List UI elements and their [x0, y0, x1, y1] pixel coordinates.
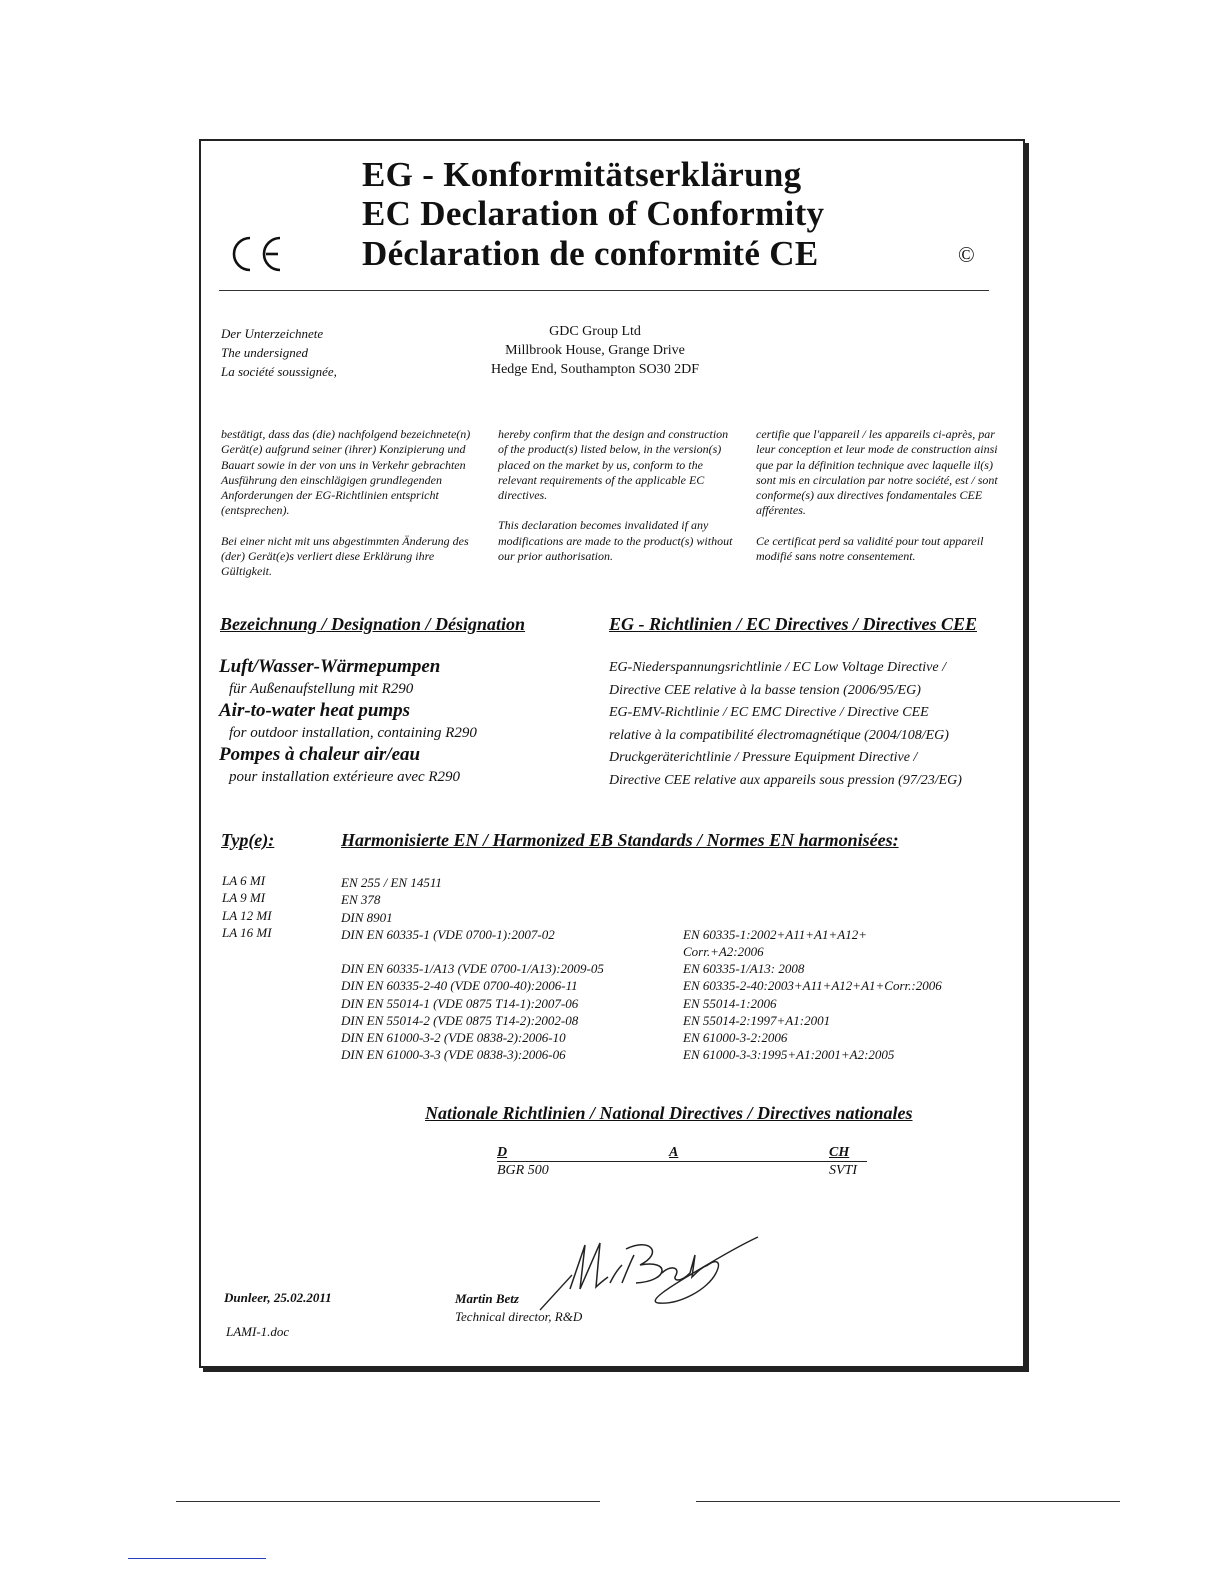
type-item: LA 16 MI	[222, 924, 272, 940]
ce-mark-icon	[228, 232, 286, 276]
signer-title: Technical director, R&D	[455, 1309, 583, 1324]
national-country: CH	[829, 1145, 850, 1160]
product-sub-de: für Außenaufstellung mit R290	[229, 681, 414, 697]
standard-item: EN 60335-1:2002+A11+A1+A12+	[683, 927, 867, 942]
undersigned-labels	[221, 324, 337, 381]
footer-rule-left	[176, 1501, 600, 1502]
signature-icon	[530, 1225, 770, 1315]
standard-item: EN 55014-2:1997+A1:2001	[683, 1012, 831, 1028]
standards-heading: Harmonisierte EN / Harmonized EB Standards / Normes EN harmonisées:	[341, 830, 899, 850]
standard-item: EN 61000-3-3:1995+A1:2001+A2:2005	[683, 1047, 895, 1063]
standards-col1-bottom	[341, 960, 604, 1064]
company-name: GDC Group Ltd	[549, 324, 641, 339]
standard-item: EN 378	[341, 892, 381, 908]
standards-col2-bottom	[683, 960, 942, 1064]
product-sub-en: for outdoor installation, containing R290	[229, 725, 477, 741]
standards-col1-top	[341, 874, 555, 943]
standard-item: EN 61000-3-2:2006	[683, 1030, 788, 1046]
standard-item: DIN EN 61000-3-2 (VDE 0838-2):2006-10	[341, 1030, 566, 1046]
standard-item: DIN EN 60335-2-40 (VDE 0700-40):2006-11	[341, 978, 578, 994]
standard-item: DIN EN 55014-2 (VDE 0875 T14-2):2002-08	[341, 1012, 579, 1028]
product-title-en: Air-to-water heat pumps	[219, 700, 411, 721]
national-col-a	[669, 1144, 678, 1162]
national-value: BGR 500	[497, 1163, 549, 1178]
standard-item: EN 255 / EN 14511	[341, 875, 442, 890]
types-heading: Typ(e):	[221, 830, 275, 850]
directives-heading: EG - Richtlinien / EC Directives / Directives CEE	[609, 614, 977, 634]
national-col-ch	[829, 1144, 857, 1180]
standards-col2-top	[683, 926, 867, 961]
national-value: SVTI	[829, 1163, 857, 1178]
undersigned-label-en: The undersigned	[221, 345, 309, 360]
doc-name: LAMI-1.doc	[226, 1324, 290, 1339]
standard-item: DIN EN 60335-1/A13 (VDE 0700-1/A13):2009-05	[341, 961, 604, 976]
type-item: LA 9 MI	[222, 890, 266, 906]
product-sub-fr: pour installation extérieure avec R290	[229, 769, 461, 785]
company-address	[445, 322, 745, 379]
copyright-symbol: ©	[958, 242, 975, 267]
directive-line: Druckgeräterichtlinie / Pressure Equipment Directive /	[609, 750, 918, 765]
confirm-en-main: hereby confirm that the design and construction of the product(s) listed below, in the version(s) placed on the market by us, conform to the relevant requirements of the applicable EC directives.	[498, 427, 729, 503]
title-french: Déclaration de conformité CE	[362, 234, 819, 273]
confirm-de-main: bestätigt, dass das (die) nachfolgend bezeichnete(n) Gerät(e) aufgrund seiner (ihrer) Konzipierung und Bauart sowie in der von uns in Verkehr gebrachten Ausführung den einschlägigen grundlegenden Anforderungen der EG-Richtlinien entspricht (entsprechen).	[221, 427, 471, 518]
title-rule	[219, 290, 989, 291]
type-item: LA 12 MI	[222, 907, 272, 923]
footer-rule-right	[696, 1501, 1120, 1502]
standard-item: DIN EN 55014-1 (VDE 0875 T14-1):2007-06	[341, 995, 579, 1011]
title-english: EC Declaration of Conformity	[362, 194, 825, 233]
type-item: LA 6 MI	[222, 873, 266, 888]
directive-line: relative à la compatibilité électromagnétique (2004/108/EG)	[609, 727, 949, 743]
confirm-text-fr	[756, 427, 1000, 564]
place-date: Dunleer, 25.02.2011	[224, 1290, 332, 1305]
standard-item: DIN EN 60335-1 (VDE 0700-1):2007-02	[341, 926, 555, 942]
confirm-de-note: Bei einer nicht mit uns abgestimmten Änderung des (der) Gerät(e)s verliert diese Erklärung ihre Gültigkeit.	[221, 533, 469, 579]
directive-line: EG-EMV-Richtlinie / EC EMC Directive / Directive CEE	[609, 705, 929, 720]
confirm-en-note: This declaration becomes invalidated if any modifications are made to the product(s) without our prior authorisation.	[498, 518, 733, 564]
national-country: D	[497, 1145, 508, 1160]
standard-item: DIN EN 61000-3-3 (VDE 0838-3):2006-06	[341, 1047, 566, 1063]
designation-heading: Bezeichnung / Designation / Désignation	[220, 614, 526, 634]
title-german: EG - Konformitätserklärung	[362, 155, 802, 194]
undersigned-label-de: Der Unterzeichnete	[221, 326, 324, 341]
product-title-fr: Pompes à chaleur air/eau	[219, 744, 421, 765]
confirm-fr-note: Ce certificat perd sa validité pour tout appareil modifié sans notre consentement.	[756, 533, 984, 564]
company-street: Millbrook House, Grange Drive	[505, 343, 685, 358]
national-heading: Nationale Richtlinien / National Directives / Directives nationales	[425, 1103, 913, 1123]
confirm-text-de	[221, 427, 479, 580]
standard-item: EN 55014-1:2006	[683, 995, 777, 1011]
types-list	[222, 872, 272, 941]
national-country: A	[669, 1145, 679, 1160]
standard-item: EN 60335-1/A13: 2008	[683, 961, 805, 976]
standard-item: DIN 8901	[341, 909, 393, 925]
company-city: Hedge End, Southampton SO30 2DF	[490, 362, 700, 377]
directive-line: Directive CEE relative aux appareils sous pression (97/23/EG)	[609, 772, 962, 788]
signer-name: Martin Betz	[455, 1291, 519, 1306]
footer-link-underline	[128, 1558, 266, 1559]
standard-item: EN 60335-2-40:2003+A11+A12+A1+Corr.:2006	[683, 978, 942, 994]
designation-list	[219, 656, 477, 788]
national-col-d	[497, 1144, 549, 1180]
standard-item: Corr.+A2:2006	[683, 944, 764, 960]
directives-list	[609, 657, 962, 792]
national-rule	[497, 1161, 867, 1162]
confirm-text-en	[498, 427, 734, 564]
directive-line: Directive CEE relative à la basse tension (2006/95/EG)	[609, 682, 921, 698]
undersigned-label-fr: La société soussignée,	[221, 364, 337, 379]
directive-line: EG-Niederspannungsrichtlinie / EC Low Voltage Directive /	[609, 660, 946, 675]
product-title-de: Luft/Wasser-Wärmepumpen	[219, 656, 441, 677]
confirm-fr-main: certifie que l'appareil / les appareils ci-après, par leur conception et leur mode de construction ainsi que par la définition technique avec laquelle il(s) sont mis en circulation par notre société, est / sont conforme(s) aux directives fondamentales CEE afférentes.	[756, 427, 998, 518]
